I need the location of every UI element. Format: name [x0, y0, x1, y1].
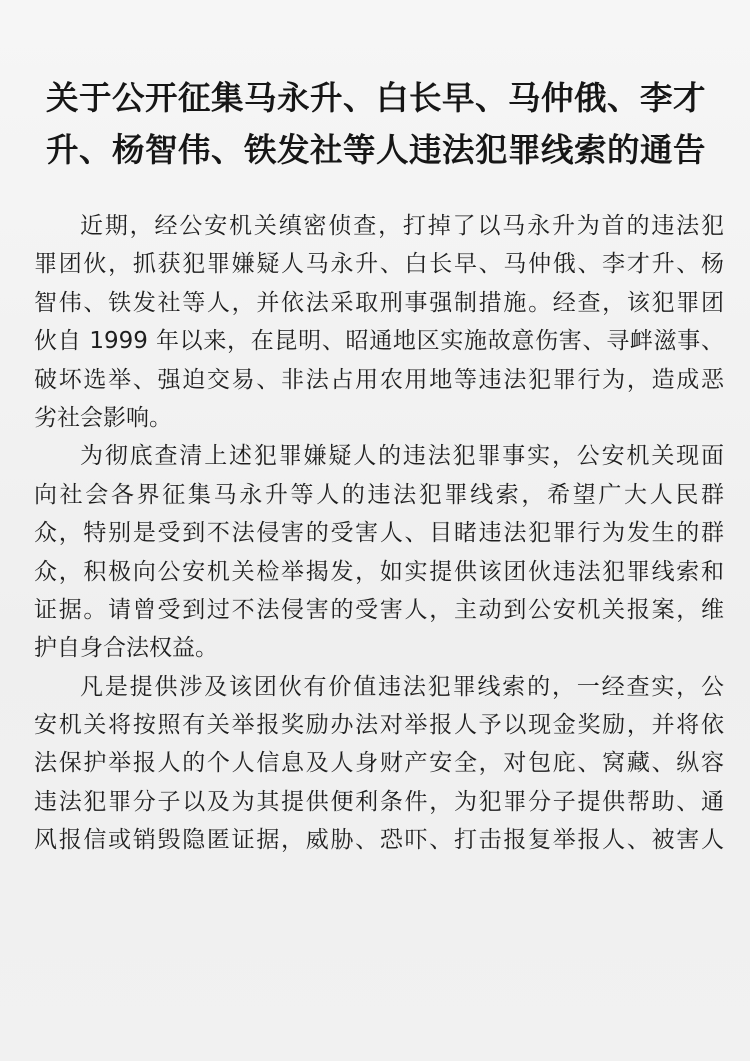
title-line: 升、杨智伟、铁发社等人违法犯罪线索的通告	[45, 130, 706, 169]
text-line: 智伟、铁发社等人，并依法采取刑事强制措施。经查，该犯罪团	[34, 289, 724, 316]
text-line: 风报信或销毁隐匿证据，威胁、恐吓、打击报复举报人、被害人	[34, 827, 724, 854]
text-line: 破坏选举、强迫交易、非法占用农用地等违法犯罪行为，造成恶	[34, 366, 724, 393]
text-line: 安机关将按照有关举报奖励办法对举报人予以现金奖励，并将依	[34, 712, 724, 739]
text-line: 伙自 1999 年以来，在昆明、昭通地区实施故意伤害、寻衅滋事、	[34, 328, 724, 355]
text-line: 向社会各界征集马永升等人的违法犯罪线索，希望广大人民群	[34, 481, 724, 508]
text-line: 护自身合法权益。	[34, 635, 218, 662]
paragraph-3	[34, 668, 724, 860]
text-line: 劣社会影响。	[34, 404, 172, 431]
text-line: 为彻底查清上述犯罪嫌疑人的违法犯罪事实，公安机关现面	[80, 443, 724, 470]
text-line: 众，积极向公安机关检举揭发，如实提供该团伙违法犯罪线索和	[34, 558, 724, 585]
text-line: 证据。请曾受到过不法侵害的受害人，主动到公安机关报案，维	[34, 596, 724, 623]
title-line: 关于公开征集马永升、白长早、马仲俄、李才	[45, 78, 706, 117]
paragraph-1	[34, 207, 724, 437]
notice-title	[20, 72, 732, 176]
text-line: 近期，经公安机关缜密侦查，打掉了以马永升为首的违法犯	[80, 213, 724, 239]
notice-body	[34, 207, 724, 860]
text-line: 法保护举报人的个人信息及人身财产安全，对包庇、窝藏、纵容	[34, 750, 724, 777]
text-line: 众，特别是受到不法侵害的受害人、目睹违法犯罪行为发生的群	[34, 520, 724, 547]
paragraph-2	[34, 437, 724, 667]
text-line: 违法犯罪分子以及为其提供便利条件，为犯罪分子提供帮助、通	[34, 788, 724, 815]
text-line: 罪团伙，抓获犯罪嫌疑人马永升、白长早、马仲俄、李才升、杨	[34, 251, 724, 278]
text-line: 凡是提供涉及该团伙有价值违法犯罪线索的，一经查实，公	[80, 673, 724, 700]
